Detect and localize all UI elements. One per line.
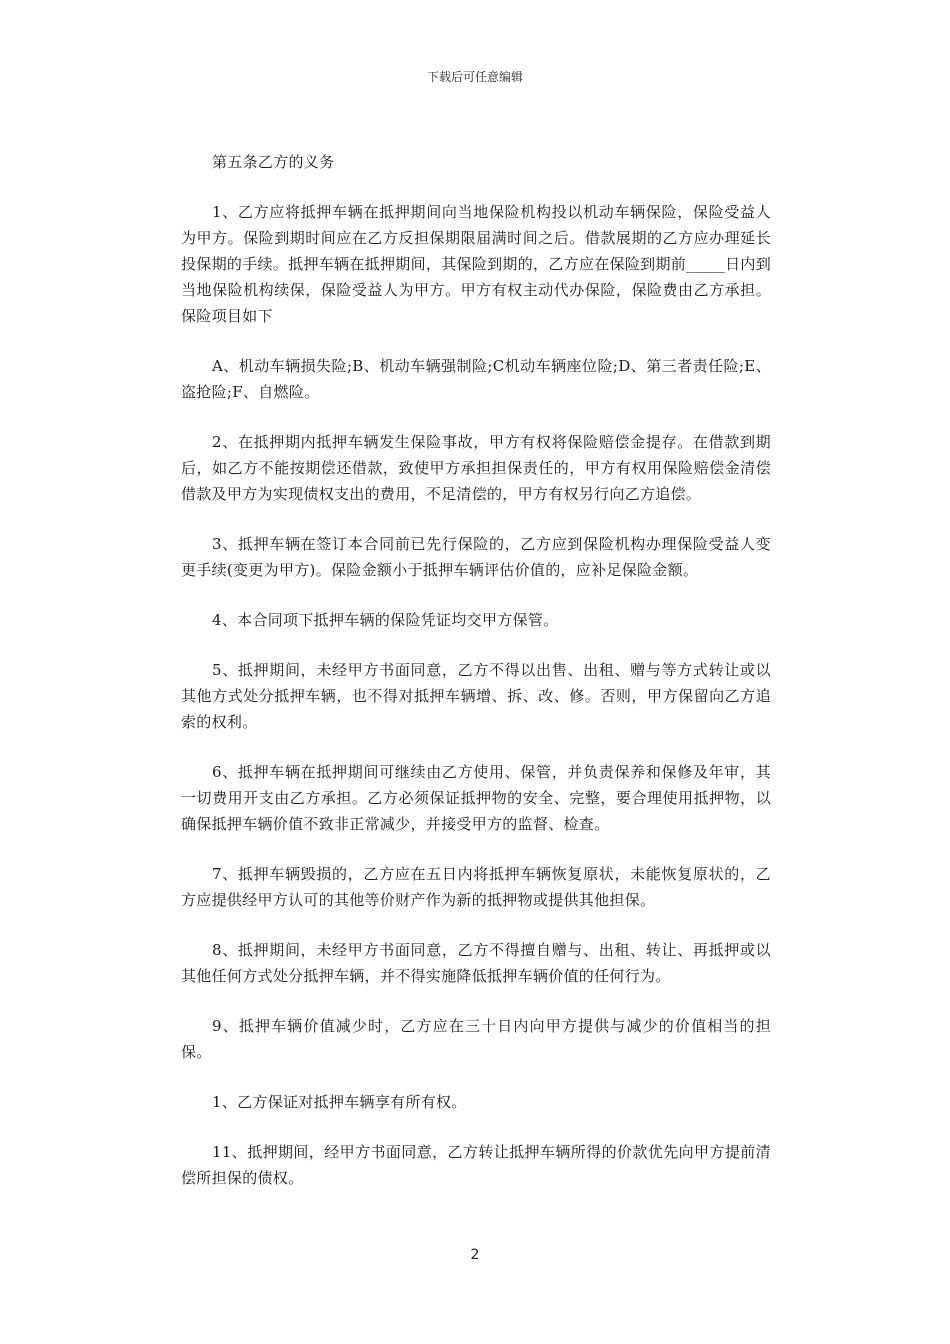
section-title: 第五条乙方的义务 — [212, 153, 335, 171]
document-body — [181, 149, 771, 1215]
clause-paragraph: 9、抵押车辆价值减少时，乙方应在三十日内向甲方提供与减少的价值相当的担保。 — [181, 1017, 771, 1061]
clause-paragraph: 5、抵押期间，未经甲方书面同意，乙方不得以出售、出租、赠与等方式转让或以其他方式处分抵押车辆，也不得对抵押车辆增、拆、改、修。否则，甲方保留向乙方追索的权利。 — [181, 661, 771, 731]
clause-paragraph: A、机动车辆损失险;B、机动车辆强制险;C机动车辆座位险;D、第三者责任险;E、盗抢险;F、自燃险。 — [181, 357, 771, 401]
clause-paragraph: 7、抵押车辆毁损的，乙方应在五日内将抵押车辆恢复原状，未能恢复原状的，乙方应提供经甲方认可的其他等价财产作为新的抵押物或提供其他担保。 — [181, 865, 771, 909]
clause-paragraph: 8、抵押期间，未经甲方书面同意，乙方不得擅自赠与、出租、转让、再抵押或以其他任何方式处分抵押车辆，并不得实施降低抵押车辆价值的任何行为。 — [181, 941, 771, 985]
clause-paragraph: 1、乙方保证对抵押车辆享有所有权。 — [212, 1093, 467, 1111]
clause-paragraph: 6、抵押车辆在抵押期间可继续由乙方使用、保管，并负责保养和保修及年审，其一切费用开支由乙方承担。乙方必须保证抵押物的安全、完整，要合理使用抵押物，以确保抵押车辆价值不致非正常减少，并接受甲方的监督、检查。 — [181, 763, 771, 833]
clause-paragraph: 3、抵押车辆在签订本合同前已先行保险的，乙方应到保险机构办理保险受益人变更手续(变更为甲方)。保险金额小于抵押车辆评估价值的，应补足保险金额。 — [181, 535, 771, 579]
clause-paragraph: 2、在抵押期内抵押车辆发生保险事故，甲方有权将保险赔偿金提存。在借款到期后，如乙方不能按期偿还借款，致使甲方承担担保责任的，甲方有权用保险赔偿金清偿借款及甲方为实现债权支出的费用，不足清偿的，甲方有权另行向乙方追偿。 — [181, 433, 771, 503]
clause-paragraph: 4、本合同项下抵押车辆的保险凭证均交甲方保管。 — [212, 611, 559, 629]
clause-paragraph: 11、抵押期间，经甲方书面同意，乙方转让抵押车辆所得的价款优先向甲方提前清偿所担保的债权。 — [181, 1143, 771, 1187]
page-number: 2 — [470, 1247, 480, 1263]
clause-paragraph: 1、乙方应将抵押车辆在抵押期间向当地保险机构投以机动车辆保险，保险受益人为甲方。保险到期时间应在乙方反担保期限届满时间之后。借款展期的乙方应办理延长投保期的手续。抵押车辆在抵押期间，其保险到期的，乙方应在保险到期前_____日内到当地保险机构续保，保险受益人为甲方。甲方有权主动代办保险，保险费由乙方承担。保险项目如下 — [181, 203, 771, 325]
page-header-note: 下载后可任意编辑 — [426, 70, 523, 84]
